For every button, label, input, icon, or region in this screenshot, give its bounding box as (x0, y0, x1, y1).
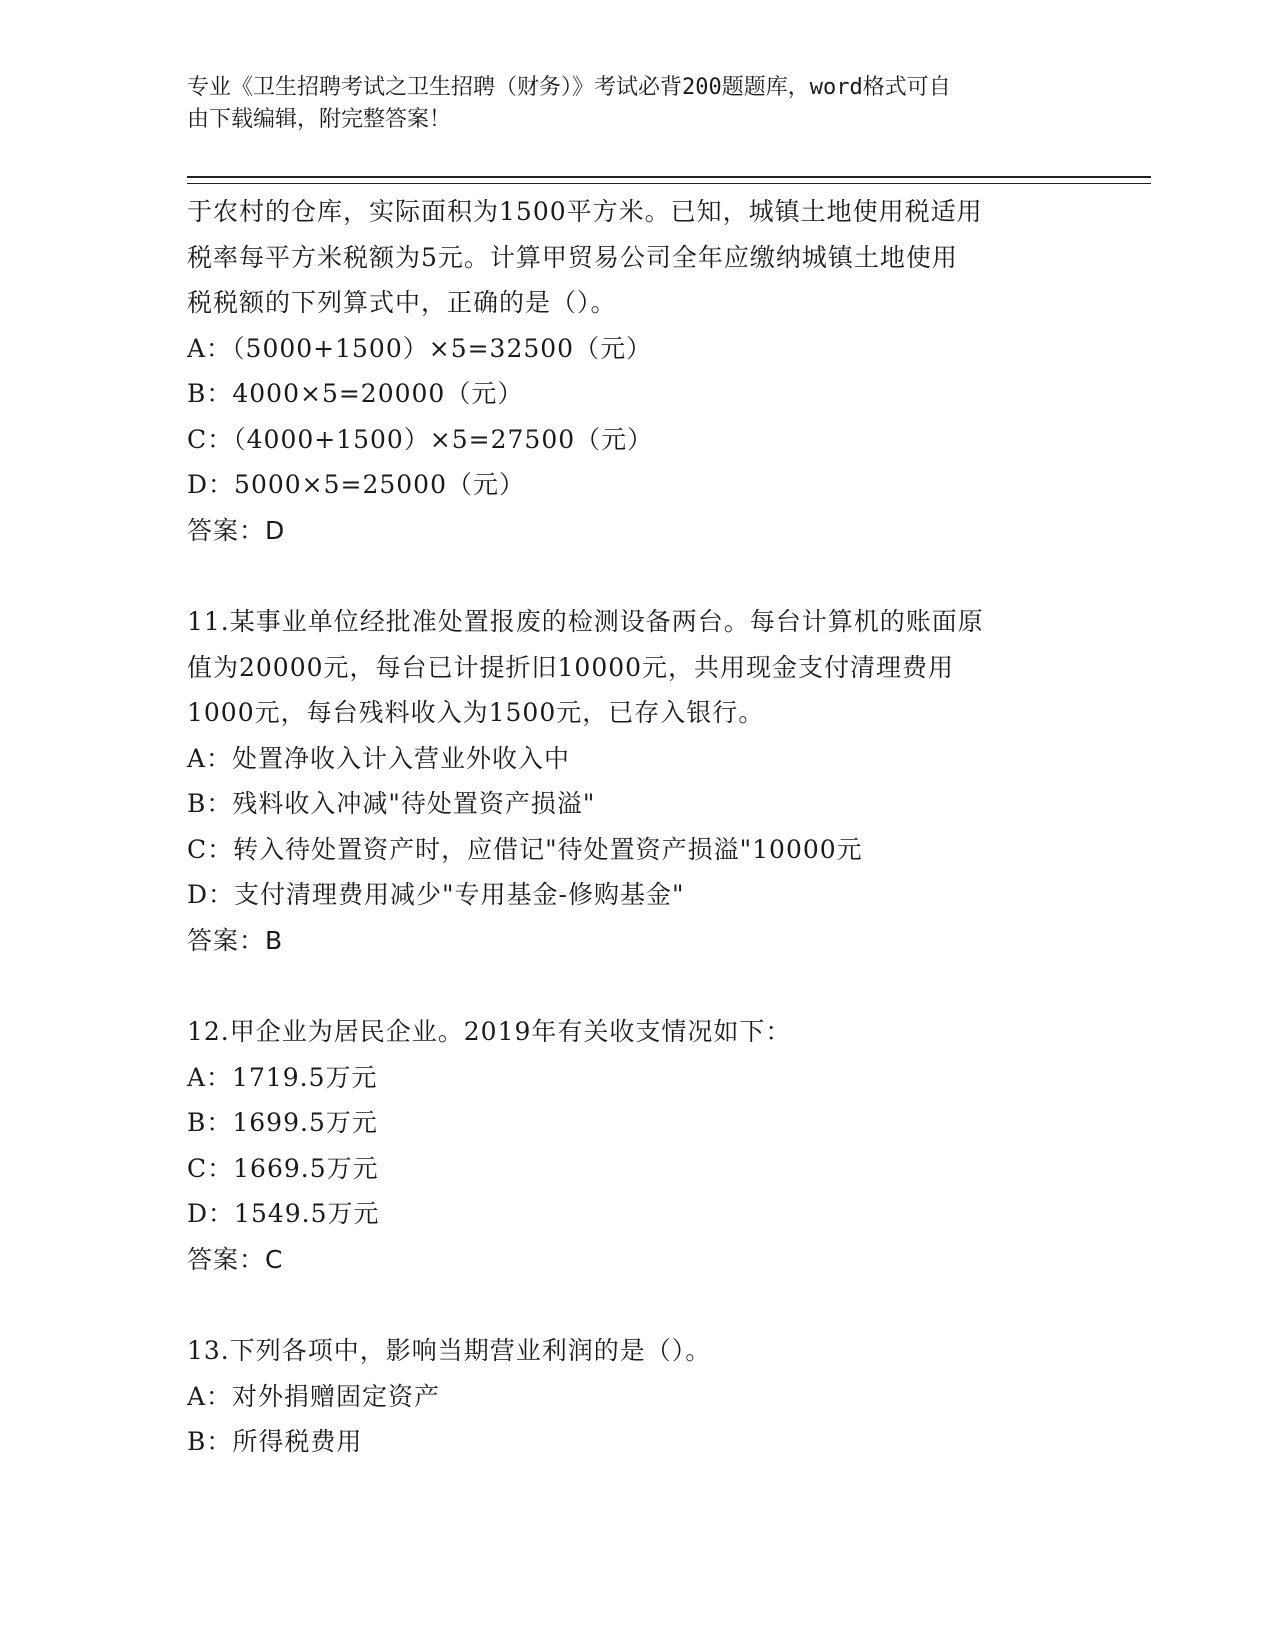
option-a: A：（5000+1500）×5=32500（元） (187, 333, 653, 363)
option-a: A：1719.5万元 (187, 1062, 378, 1092)
answer-line: 答案：D (187, 515, 286, 545)
question-text-line: 于农村的仓库，实际面积为1500平方米。已知，城镇土地使用税适用 (187, 197, 983, 226)
question-spacer (187, 553, 1087, 599)
question-10 (187, 189, 1087, 553)
header-title-line-1: 专业《卫生招聘考试之卫生招聘（财务）》考试必背200题题库，word格式可自 (187, 75, 951, 100)
answer-line: 答案：B (187, 925, 284, 955)
question-list (187, 189, 1087, 1465)
question-text-line: 值为20000元，每台已计提折旧10000元，共用现金支付清理费用 (187, 652, 955, 682)
question-text-line: 1000元，每台残料收入为1500元，已存入银行。 (187, 698, 765, 727)
question-11 (187, 599, 1087, 963)
document-header (187, 72, 1067, 136)
option-d: D：1549.5万元 (187, 1199, 380, 1228)
option-d: D：5000×5=25000（元） (187, 470, 525, 499)
question-spacer (187, 963, 1087, 1009)
answer-line: 答案：C (187, 1244, 284, 1274)
option-b: B：4000×5=20000（元） (187, 379, 524, 408)
question-text-line: 税率每平方米税额为5元。计算甲贸易公司全年应缴纳城镇土地使用 (187, 242, 958, 272)
option-c: C：（4000+1500）×5=27500（元） (187, 424, 654, 454)
header-title-line-2: 由下载编辑，附完整答案！ (187, 107, 452, 132)
option-b: B：所得税费用 (187, 1427, 363, 1456)
option-a: A：对外捐赠固定资产 (187, 1381, 441, 1411)
question-spacer (187, 1282, 1087, 1328)
option-c: C：转入待处置资产时，应借记"待处置资产损溢"10000元 (187, 834, 863, 864)
header-divider (187, 176, 1151, 184)
question-text-line: 12.甲企业为居民企业。2019年有关收支情况如下： (187, 1017, 792, 1046)
option-d: D：支付清理费用减少"专用基金-修购基金" (187, 880, 685, 909)
option-b: B：1699.5万元 (187, 1108, 378, 1137)
question-12 (187, 1009, 1087, 1282)
option-a: A：处置净收入计入营业外收入中 (187, 743, 571, 773)
question-text-line: 13.下列各项中，影响当期营业利润的是（）。 (187, 1336, 712, 1365)
option-b: B：残料收入冲减"待处置资产损溢" (187, 789, 596, 818)
question-text-line: 税税额的下列算式中，正确的是（）。 (187, 288, 617, 317)
question-text-line: 11.某事业单位经批准处置报废的检测设备两台。每台计算机的账面原 (187, 607, 984, 636)
question-13 (187, 1328, 1087, 1465)
option-c: C：1669.5万元 (187, 1153, 379, 1183)
